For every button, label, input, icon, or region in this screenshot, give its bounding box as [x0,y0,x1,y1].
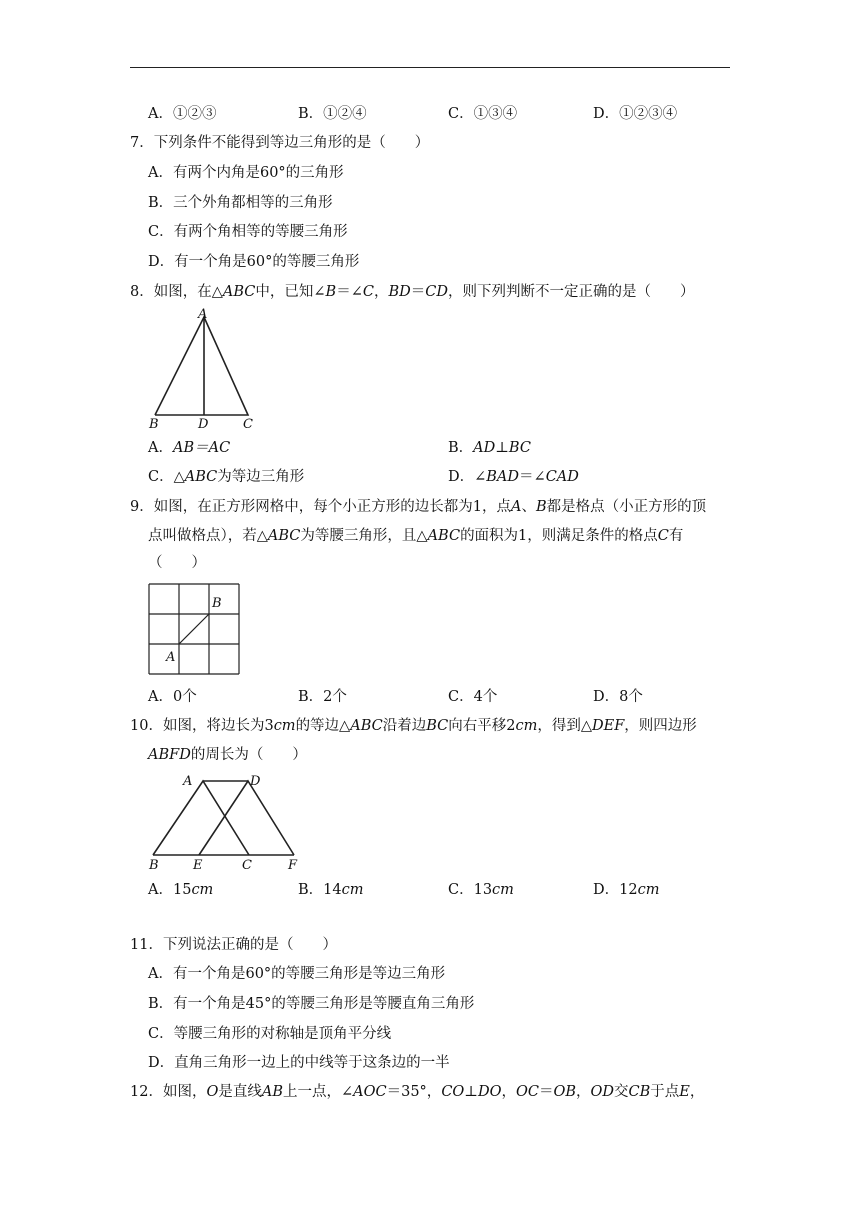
q9-stem-line2: 点叫做格点），若△ABC为等腰三角形，且△ABC的面积为1，则满足条件的格点C有 [148,528,684,544]
q9-option-b[interactable]: B．2个 [298,689,347,705]
q8-option-a[interactable]: A．AB＝AC [148,440,231,456]
q9-grid-figure [145,580,245,680]
q7-option-b[interactable]: B．三个外角都相等的三角形 [148,195,333,211]
header-rule [130,67,730,68]
q7-stem: 7．下列条件不能得到等边三角形的是（ ） [130,135,430,151]
q9-option-a[interactable]: A．0个 [148,689,197,705]
q10-label-f: F [288,858,298,873]
q10-label-b: B [149,858,159,873]
q8-option-c[interactable]: C．△ABC为等边三角形 [148,469,305,485]
q10-option-d[interactable]: D．12cm [593,882,660,898]
q9-label-b: B [212,596,222,611]
q10-label-d: D [250,774,261,789]
q11-option-d[interactable]: D．直角三角形一边上的中线等于这条边的一半 [148,1055,450,1071]
q8-triangle-figure [140,305,270,433]
q8-label-c: C [243,417,253,432]
q11-option-a[interactable]: A．有一个角是60°的等腰三角形是等边三角形 [148,966,446,982]
q10-option-c[interactable]: C．13cm [448,882,514,898]
q11-option-c[interactable]: C．等腰三角形的对称轴是顶角平分线 [148,1026,392,1042]
q8-stem: 8．如图，在△ABC中，已知∠B＝∠C，BD＝CD，则下列判断不一定正确的是（ ） [130,284,695,300]
q10-option-b[interactable]: B．14cm [298,882,364,898]
q9-segment-ab [179,614,209,644]
q9-option-c[interactable]: C．4个 [448,689,498,705]
q9-label-a: A [166,650,176,665]
q11-stem: 11．下列说法正确的是（ ） [130,937,337,953]
q8-option-b[interactable]: B．AD⊥BC [448,440,531,456]
q10-label-e: E [193,858,203,873]
q10-stem-line1: 10．如图，将边长为3cm的等边△ABC沿着边BC向右平移2cm，得到△DEF，则四边形 [130,718,697,734]
q8-label-a: A [198,307,208,322]
q6-option-d[interactable]: D．①②③④ [593,106,678,122]
q7-option-a[interactable]: A．有两个内角是60°的三角形 [148,165,344,181]
q6-option-a[interactable]: A．①②③ [148,106,217,122]
q8-option-d[interactable]: D．∠BAD＝∠CAD [448,469,579,485]
q7-option-d[interactable]: D．有一个角是60°的等腰三角形 [148,254,360,270]
q7-option-c[interactable]: C．有两个角相等的等腰三角形 [148,224,348,240]
q6-option-b[interactable]: B．①②④ [298,106,367,122]
q6-option-c[interactable]: C．①③④ [448,106,518,122]
q8-label-d: D [198,417,209,432]
q12-stem: 12．如图，O是直线AB上一点，∠AOC＝35°，CO⊥DO，OC＝OB，OD交CB于点E， [130,1084,705,1100]
q10-translation-figure [140,768,310,876]
q9-answer-bracket: （ ） [148,555,206,571]
q10-label-c: C [242,858,252,873]
q10-label-a: A [183,774,193,789]
q9-option-d[interactable]: D．8个 [593,689,643,705]
q10-option-a[interactable]: A．15cm [148,882,214,898]
q8-label-b: B [149,417,159,432]
q9-stem-line1: 9．如图，在正方形网格中，每个小正方形的边长都为1，点A、B都是格点（小正方形的顶 [130,499,707,515]
q10-stem-line2: ABFD的周长为（ ） [148,747,307,763]
q11-option-b[interactable]: B．有一个角是45°的等腰三角形是等腰直角三角形 [148,996,475,1012]
